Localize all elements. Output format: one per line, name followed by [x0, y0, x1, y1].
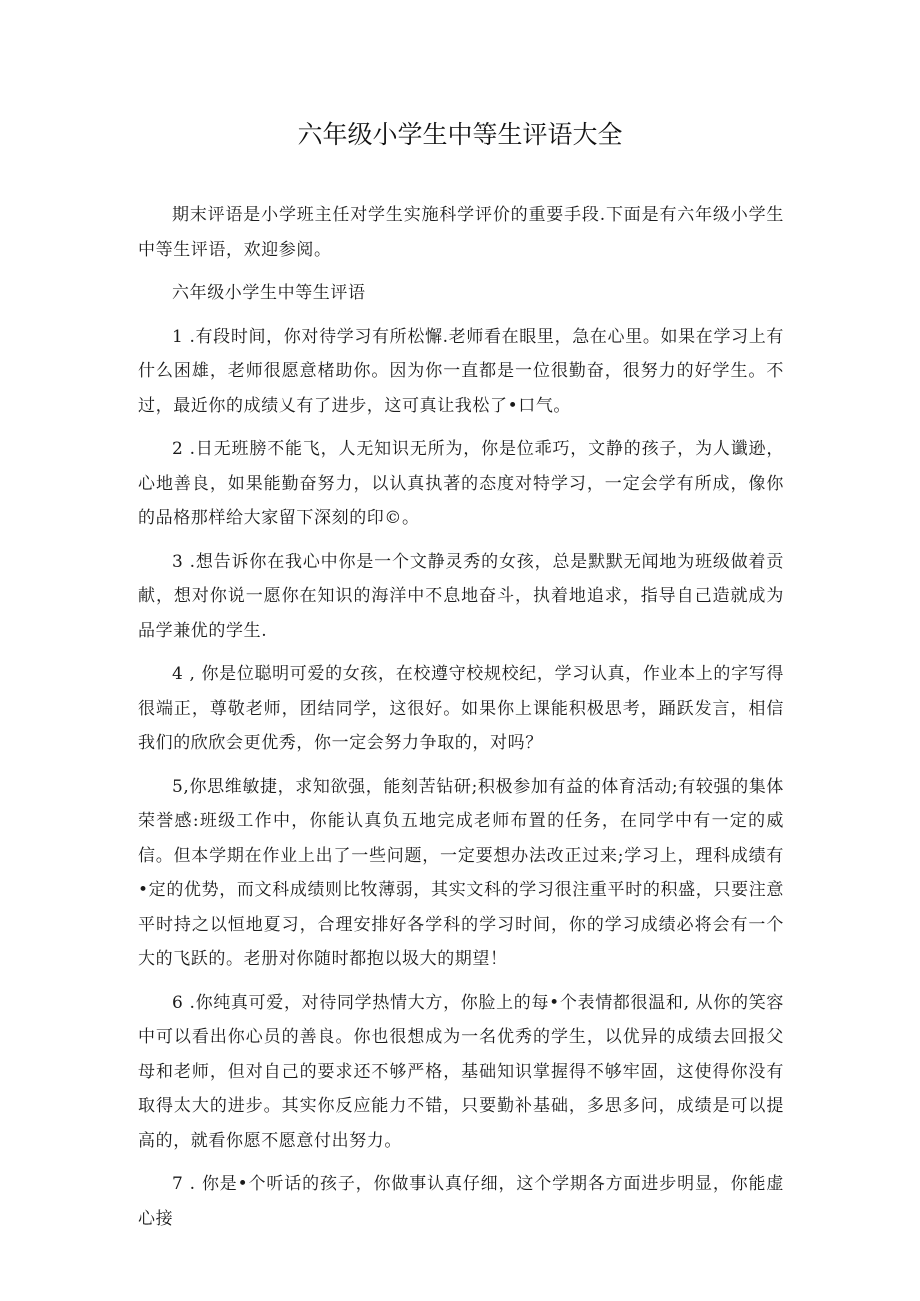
comment-paragraph-4: 4 , 你是位聪明可爱的女孩，在校遵守校规校纪，学习认真，作业本上的字写得很端正，尊敬老师，团结同学，这很好。如果你上课能积极思考，踊跃发言，相信我们的欣欣会更优秀，你一定会努力争取的，对吗？ [138, 664, 784, 753]
comment-paragraph-7: 7 . 你是•个听话的孩子，你做事认真仔细，这个学期各方面进步明显，你能虚心接 [138, 1174, 784, 1229]
document-title: 六年级小学生中等生评语大全 [297, 120, 623, 149]
comment-paragraph-2: 2 .日无班膀不能飞，人无知识无所为，你是位乖巧，文静的孩子，为人谶逊，心地善良，如果能勤奋努力，以认真执著的态度对特学习，一定会学有所成，像你的品格那样给大家留下深刻的印©。 [138, 439, 784, 528]
comment-paragraph-6: 6 .你纯真可爱，对待同学热情大方，你脸上的每•个表情都很温和, 从你的笑容中可以看出你心员的善良。你也很想成为一名优秀的学生，以优异的成绩去回报父母和老师，但对自己的要求还不够严格，基础知识掌握得不够牢固，这使得你没有取得太大的进步。其实你反应能力不错，只要勤补基础，多思多问，成绩是可以提高的，就看你愿不愿意付出努力。 [138, 992, 784, 1151]
intro-paragraph: 期末评语是小学班主任对学生实施科学评价的重要手段.下面是有六年级小学生中等生评语，欢迎参阅。 [138, 205, 784, 260]
section-subheading: 六年级小学生中等生评语 [172, 283, 366, 303]
comment-paragraph-5: 5,你思维敏捷，求知欲强，能刻苦钻研;积极参加有益的体育活动;有较强的集体荣誉感:班级工作中，你能认真负五地完成老师布置的任务，在同学中有一定的威信。但本学期在作业上出了一些问题，一定要想办法改正过来;学习上，理科成绩有•定的优势，而文科成绩则比牧薄弱，其实文科的学习很注重平时的积盛，只要注意平时持之以恒地夏习，合理安排好各学科的学习时间，你的学习成绩必将会有一个大的飞跃的。老册对你随时都抱以圾大的期望！ [138, 776, 784, 969]
comment-paragraph-3: 3 .想告诉你在我心中你是一个文静灵秀的女孩，总是默默无闻地为班级做着贡献，想对你说一愿你在知识的海洋中不息地奋斗，执着地追求，指导自己造就成为品学兼优的学生. [138, 551, 784, 641]
comment-paragraph-1: 1 .有段时间，你对待学习有所松懈.老师看在眼里，急在心里。如果在学习上有什么困雄，老师很愿意楮助你。因为你一直都是一位很勤奋，很努力的好学生。不过，最近你的成绩乂有了进步，这可真让我松了•口气。 [138, 326, 784, 416]
document-body [138, 198, 784, 1245]
